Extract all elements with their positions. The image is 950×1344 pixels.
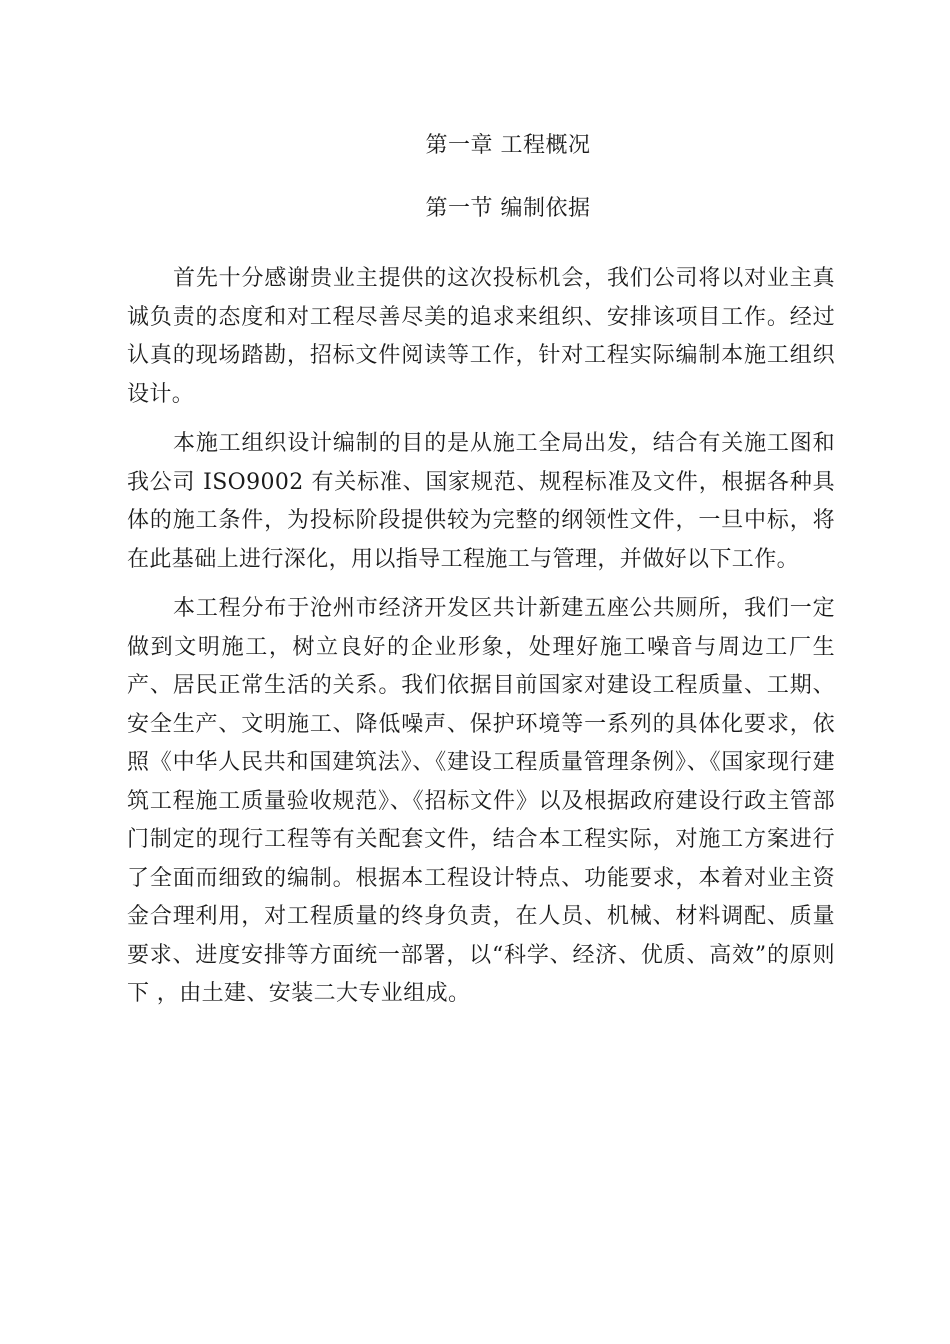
body-text (127, 260, 835, 1014)
section-title: 第一节 编制依据 (425, 196, 591, 221)
paragraph-purpose: 本施工组织设计编制的目的是从施工全局出发，结合有关施工图和我公司 ISO9002 有关标准、国家规范、规程标准及文件，根据各种具体的施工条件，为投标阶段提供较为完整的纲领性文件，一旦中标，将在此基础上进行深化，用以指导工程施工与管理，并做好以下工作。 (127, 431, 835, 572)
chapter-title: 第一章 工程概况 (425, 133, 591, 158)
paragraph-project-scope: 本工程分布于沧州市经济开发区共计新建五座公共厕所，我们一定做到文明施工，树立良好的企业形象，处理好施工噪音与周边工厂生产、居民正常生活的关系。我们依据目前国家对建设工程质量、工期、安全生产、文明施工、降低噪声、保护环境等一系列的具体化要求，依照《中华人民共和国建筑法》、《建设工程质量管理条例》、《国家现行建筑工程施工质量验收规范》、《招标文件》以及根据政府建设行政主管部门制定的现行工程等有关配套文件，结合本工程实际，对施工方案进行了全面而细致的编制。根据本工程设计特点、功能要求，本着对业主资金合理利用，对工程质量的终身负责，在人员、机械、材料调配、质量要求、进度安排等方面统一部署，以“科学、经济、优质、高效”的原则下 ，由土建、安装二大专业组成。 (127, 596, 835, 1006)
paragraph-intro: 首先十分感谢贵业主提供的这次投标机会，我们公司将以对业主真诚负责的态度和对工程尽善尽美的追求来组织、安排该项目工作。经过认真的现场踏勘，招标文件阅读等工作，针对工程实际编制本施工组织设计。 (127, 266, 835, 407)
